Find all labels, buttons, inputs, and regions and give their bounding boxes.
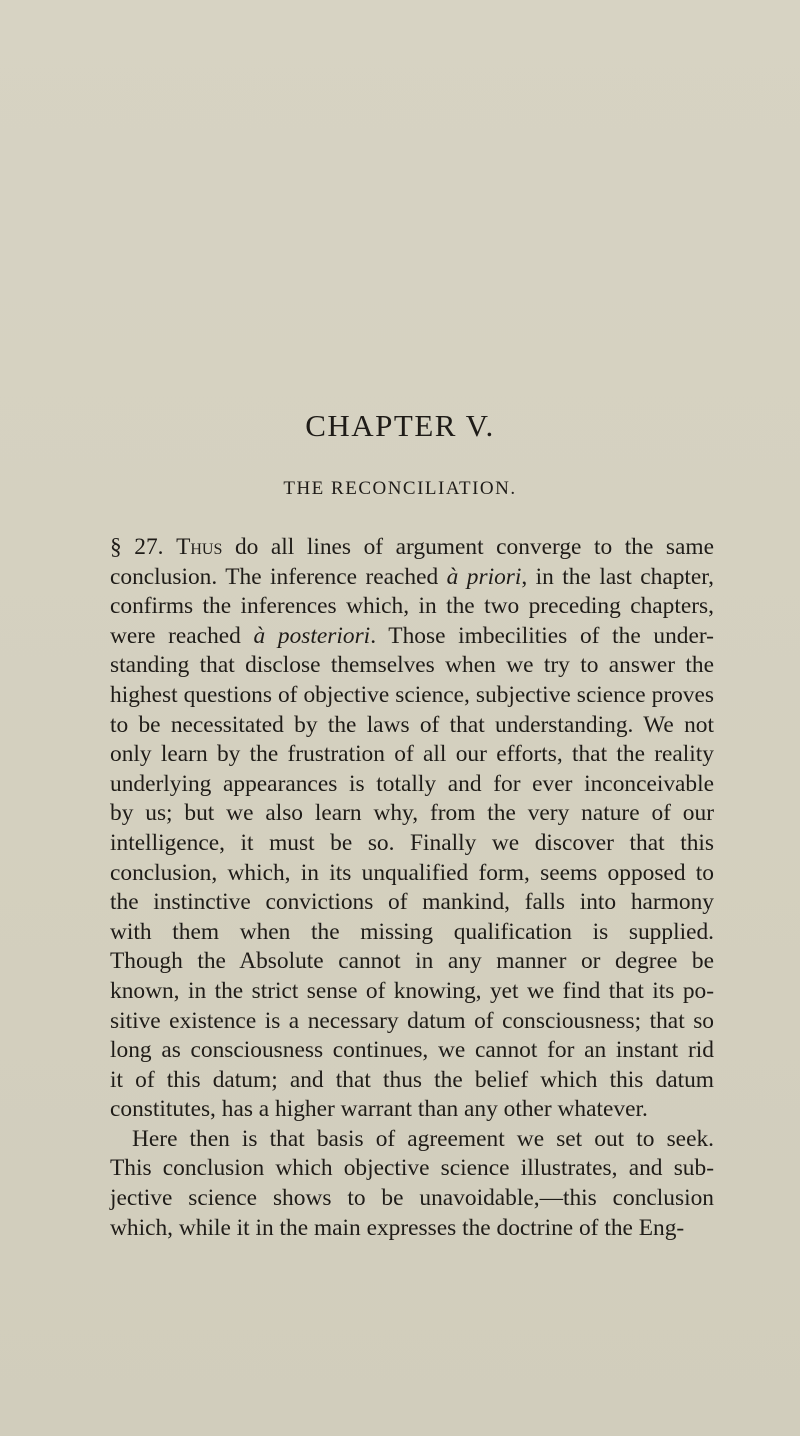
text-line: were reached à posteriori. Those imbecilities of the under-: [110, 622, 714, 649]
text-line: Though the Absolute cannot in any manner or degree be: [110, 948, 714, 975]
small-caps-word: Thus: [176, 534, 223, 560]
text-line: conclusion, which, in its unqualified form, seems opposed to: [110, 859, 714, 886]
text-line: conclusion. The inference reached à priori, in the last chapter,: [110, 563, 714, 590]
text-line: underlying appearances is totally and for ever inconceivable: [110, 770, 714, 797]
text-line: to be necessitated by the laws of that understanding. We not: [110, 711, 714, 738]
text-line: constitutes, has a higher warrant than any other whatever.: [110, 1096, 648, 1123]
text-line: § 27. Thus do all lines of argument converge to the same: [110, 534, 714, 560]
text-line: jective science shows to be unavoidable,—this conclusion: [110, 1185, 714, 1212]
text-line: sitive existence is a necessary datum of consciousness; that so: [110, 1007, 714, 1034]
chapter-heading: CHAPTER V.: [305, 408, 495, 443]
italic-term: à posteriori: [253, 622, 371, 649]
text-line: which, while it in the main expresses the doctrine of the Eng-: [110, 1214, 685, 1241]
text-line: This conclusion which objective science illustrates, and sub-: [110, 1155, 714, 1182]
paragraph: [110, 1125, 714, 1243]
text-line: standing that disclose themselves when we try to answer the: [110, 652, 714, 679]
text-line: intelligence, it must be so. Finally we discover that this: [110, 829, 714, 856]
text-line: the instinctive convictions of mankind, falls into harmony: [110, 889, 714, 916]
text-line: Here then is that basis of agreement we set out to seek.: [132, 1125, 714, 1152]
text-line: by us; but we also learn why, from the very nature of our: [110, 800, 714, 827]
italic-term: à priori: [446, 563, 522, 590]
text-line: highest questions of objective science, subjective science proves: [110, 681, 714, 708]
chapter-subtitle: THE RECONCILIATION.: [283, 478, 517, 499]
text-line: long as consciousness continues, we cannot for an instant rid: [110, 1037, 714, 1064]
text-line: known, in the strict sense of knowing, yet we find that its po-: [110, 977, 714, 1004]
text-line: with them when the missing qualification is supplied.: [110, 918, 714, 945]
paragraph: [110, 533, 714, 1125]
text-line: confirms the inferences which, in the two preceding chapters,: [110, 593, 714, 620]
text-line: it of this datum; and that thus the belief which this datum: [110, 1066, 714, 1093]
text-line: only learn by the frustration of all our efforts, that the reality: [110, 741, 714, 768]
body-text: [110, 533, 714, 1243]
